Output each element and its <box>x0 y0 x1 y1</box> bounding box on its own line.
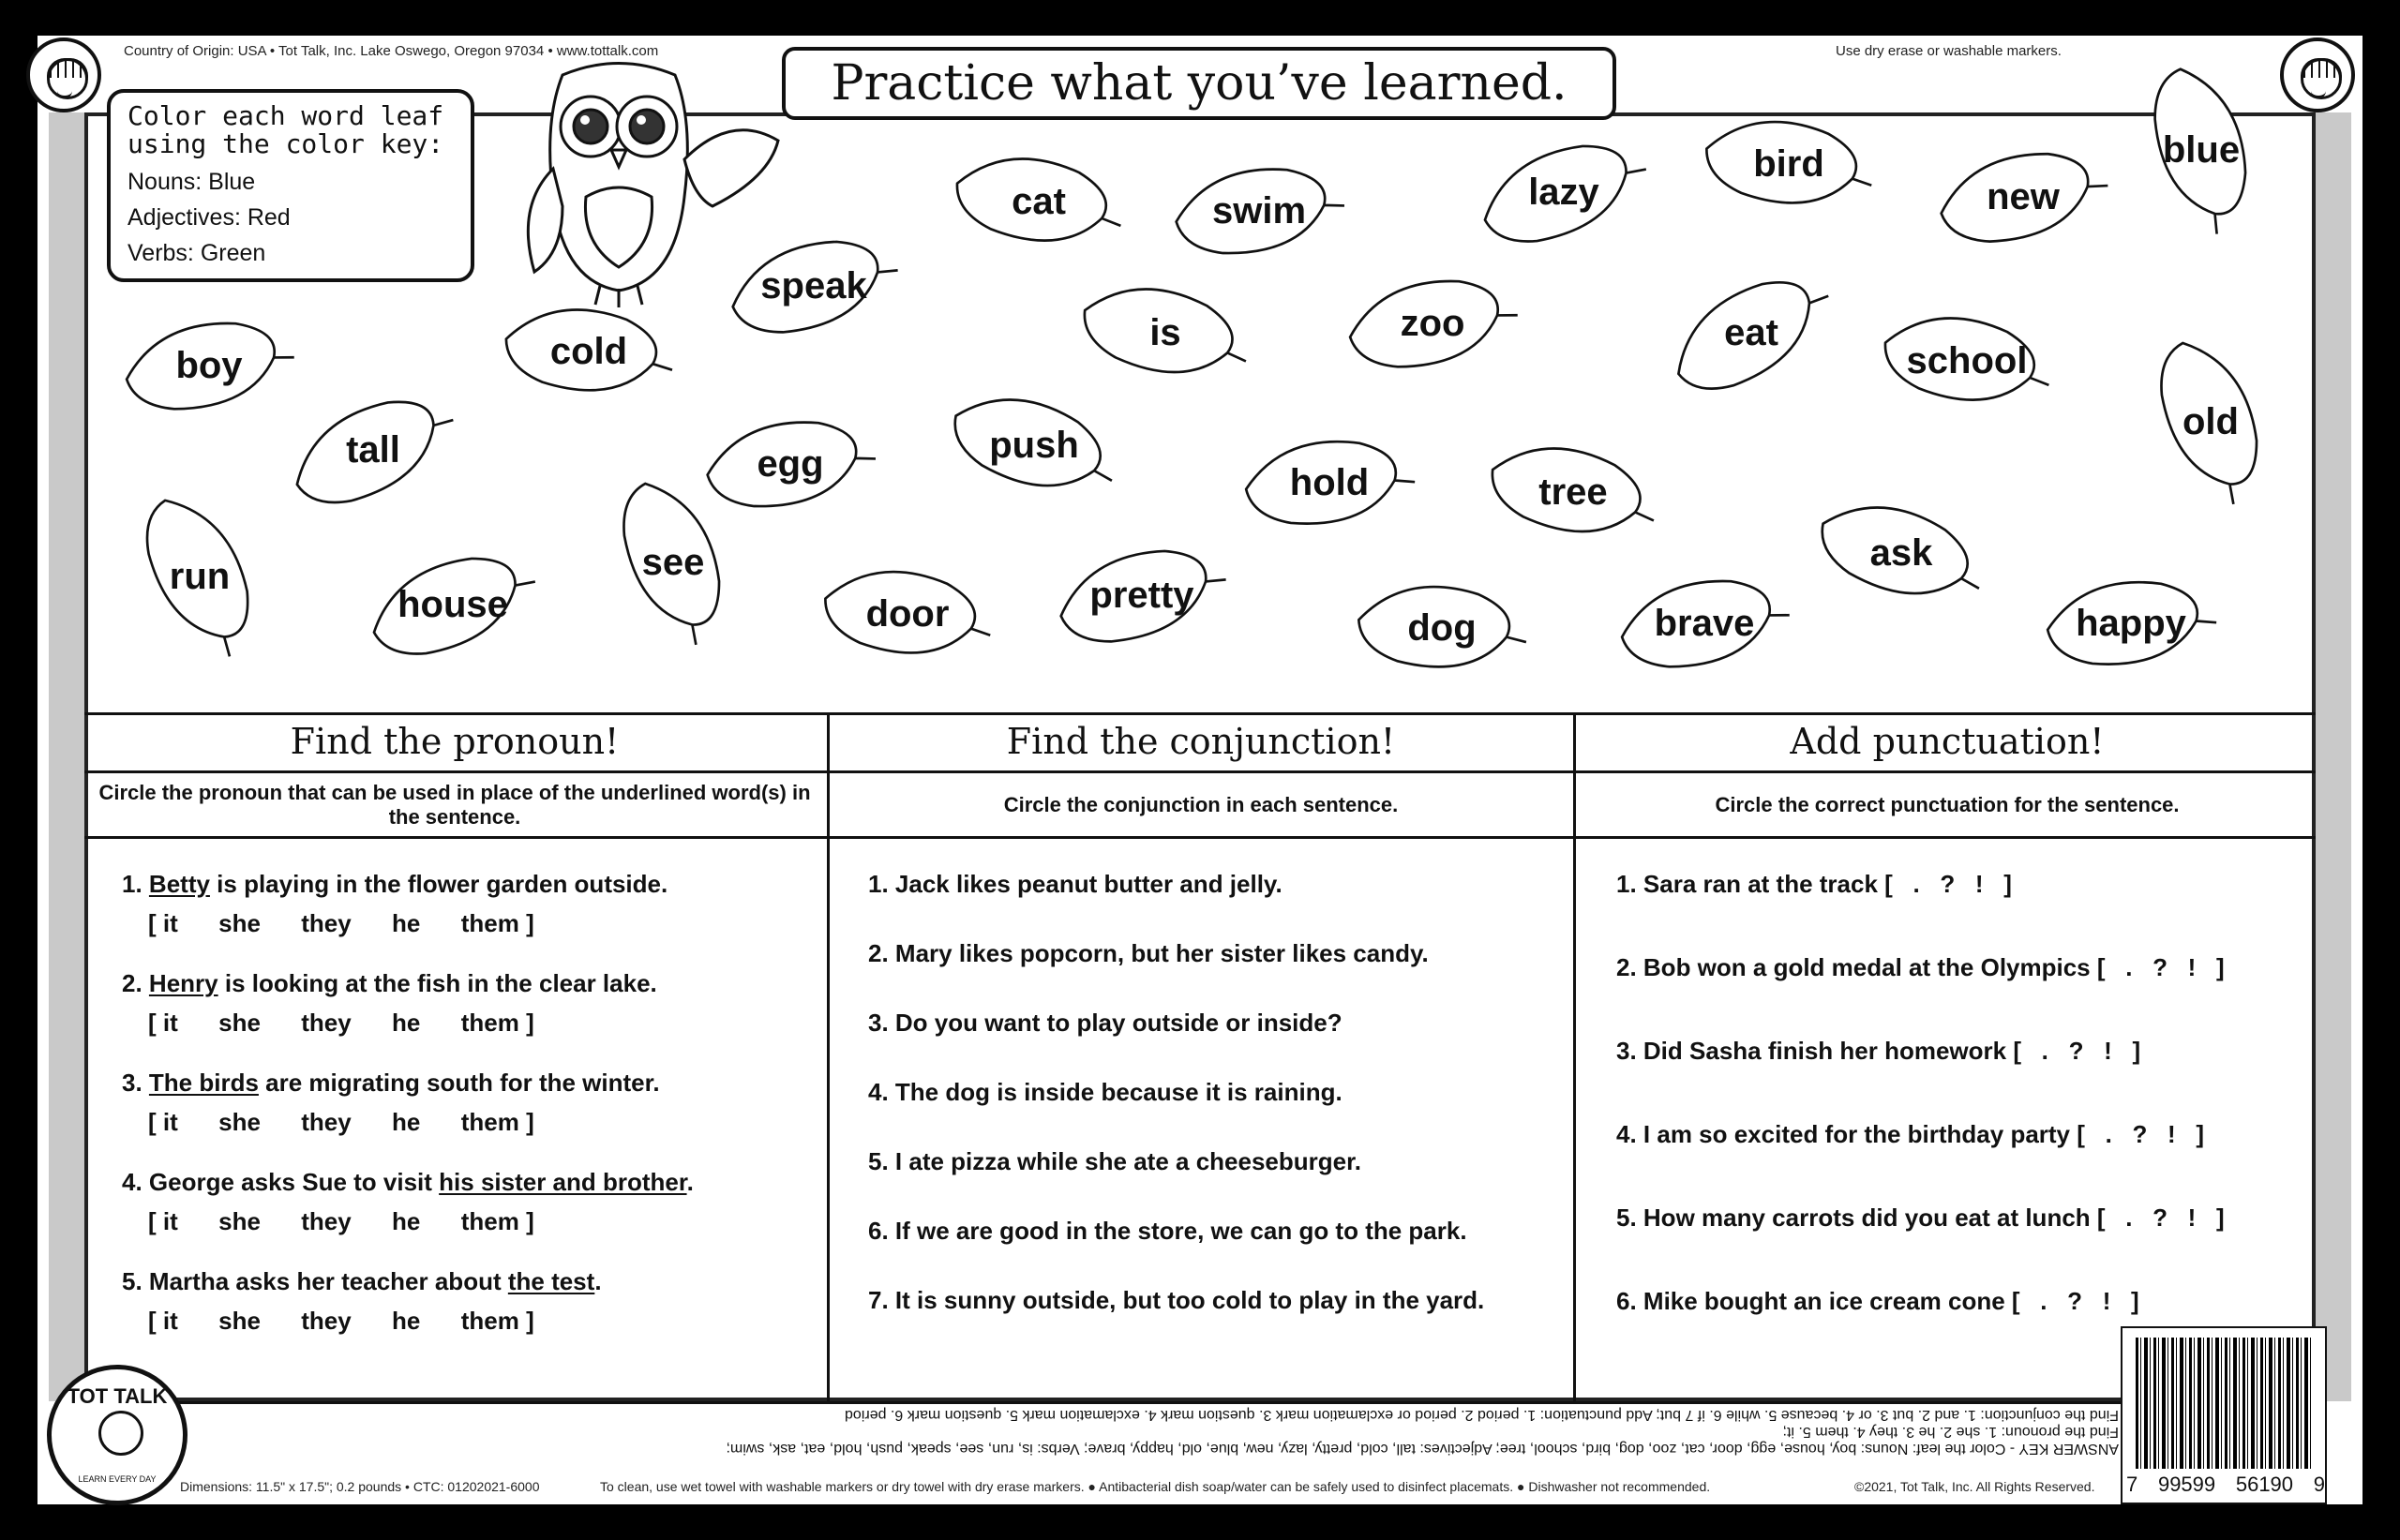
logo-face-icon <box>98 1411 143 1456</box>
sentence-text: is looking at the fish in the clear lake. <box>218 969 657 997</box>
leaf-word: tall <box>346 428 400 471</box>
leaf-word: boy <box>175 344 243 386</box>
answer-key <box>694 1406 2119 1457</box>
tot-talk-logo <box>47 1365 188 1505</box>
conjunction-sentence[interactable]: 1. Jack likes peanut butter and jelly. <box>868 870 1282 898</box>
punctuation-sentence <box>1616 870 2012 899</box>
word-leaf <box>947 150 1131 253</box>
sentence-text: are migrating south for the winter. <box>258 1069 660 1097</box>
conjunction-sentence[interactable]: 3. Do you want to play outside or inside? <box>868 1009 1342 1037</box>
barcode-bars <box>2136 1338 2312 1469</box>
underlined-words: Betty <box>148 870 210 898</box>
sentence-text: 3. Did Sasha finish her homework <box>1616 1037 2007 1065</box>
sentence-text: 2. Bob won a gold medal at the Olympics <box>1616 953 2091 981</box>
word-leaf <box>581 511 765 614</box>
sentence-text: George asks Sue to visit <box>148 1168 440 1196</box>
sentence-text: . <box>594 1267 602 1295</box>
pronoun-choices[interactable]: [ it she they he them ] <box>148 1307 534 1335</box>
pronoun-choices[interactable]: [ it she they he them ] <box>148 909 534 937</box>
word-leaf <box>117 314 301 417</box>
leaf-word: cat <box>1012 180 1066 222</box>
word-leaf <box>816 562 999 665</box>
word-leaf <box>698 412 882 516</box>
word-leaf <box>1050 544 1234 647</box>
leaf-word: pretty <box>1089 574 1194 616</box>
pronoun-sentence <box>122 1168 694 1197</box>
punctuation-choices[interactable]: [ . ? ! ] <box>1884 870 2012 898</box>
punctuation-choices[interactable]: [ . ? ! ] <box>2013 1037 2141 1065</box>
leaf-word: house <box>398 583 508 625</box>
punctuation-sentence <box>1616 953 2225 982</box>
barcode-digit: 56190 <box>2235 1473 2294 1496</box>
word-leaf <box>281 398 465 501</box>
leaf-word: lazy <box>1528 171 1599 213</box>
leaf-word: swim <box>1211 189 1307 232</box>
left-gray-border <box>49 112 84 1401</box>
word-leaf <box>497 300 681 403</box>
conjunction-sentence[interactable]: 5. I ate pizza while she ate a cheeseburger. <box>868 1147 1362 1175</box>
leaf-word: old <box>2182 400 2239 442</box>
leaf-word: happy <box>2076 602 2186 644</box>
punctuation-choices[interactable]: [ . ? ! ] <box>2077 1120 2205 1148</box>
word-leaf <box>1073 281 1257 384</box>
leaf-word: run <box>169 555 231 597</box>
leaf-word: door <box>865 592 950 635</box>
sentence-text: Martha asks her teacher about <box>148 1267 508 1295</box>
key-verbs: Verbs: Green <box>128 240 266 266</box>
item-number: 1. <box>122 870 149 898</box>
leaf-word: zoo <box>1400 302 1465 344</box>
leaf-word: school <box>1906 339 2028 381</box>
item-number: 4. <box>122 1168 149 1196</box>
word-leaf <box>361 553 545 656</box>
conjunction-sentence[interactable]: 2. Mary likes popcorn, but her sister likes candy. <box>868 939 1429 967</box>
sentence-text: 4. I am so excited for the birthday party <box>1616 1120 2071 1148</box>
leaf-word: see <box>641 541 705 583</box>
leaf-word: push <box>989 424 1079 466</box>
sentence-text: is playing in the flower garden outside. <box>209 870 668 898</box>
word-leaf <box>2039 572 2223 675</box>
leaf-word: is <box>1149 311 1181 353</box>
word-leaf <box>1659 281 1843 384</box>
item-number: 2. <box>122 969 149 997</box>
care-text: To clean, use wet towel with washable markers or dry towel with dry erase markers. ● Antibacterial dish soap/water can be safely used to disinfect placemats. ● Dishwasher not recommended. <box>600 1479 1711 1494</box>
answer-key-line-2: Find the conjunction: 1. and 2. but 3. or 4. because 5. while 6. if 7 but; Add punctuation: 1. period 2. period or exclamation mark 3. question mark 4. exclamation mark 5. question mark 6. period <box>845 1407 2119 1423</box>
pronoun-choices[interactable]: [ it she they he them ] <box>148 1108 534 1136</box>
color-key-box <box>107 89 474 282</box>
sentence-text: 1. Sara ran at the track <box>1616 870 1878 898</box>
barcode-digit: 9 <box>2313 1473 2325 1496</box>
barcode-digit: 99599 <box>2157 1473 2216 1496</box>
punctuation-choices[interactable]: [ . ? ! ] <box>2096 1204 2225 1232</box>
item-number: 5. <box>122 1267 149 1295</box>
sentence-text: . <box>686 1168 694 1196</box>
leaf-word: cold <box>549 330 628 372</box>
word-leaf <box>2119 370 2302 473</box>
leaf-word: ask <box>1869 531 1933 574</box>
word-leaf <box>1350 576 1534 680</box>
conjunction-sentence[interactable]: 4. The dog is inside because it is raining. <box>868 1078 1342 1106</box>
conjunction-sentence[interactable]: 6. If we are good in the store, we can go to the park. <box>868 1217 1467 1245</box>
punctuation-sentence <box>1616 1037 2140 1066</box>
sentence-text: 5. How many carrots did you eat at lunch <box>1616 1204 2091 1232</box>
key-nouns: Nouns: Blue <box>128 169 256 195</box>
face-logo-icon <box>26 37 101 112</box>
underlined-words: Henry <box>148 969 218 997</box>
pronoun-sentence <box>122 1069 660 1098</box>
word-leaf <box>1612 572 1796 675</box>
logo-brand: TOT TALK <box>67 1384 168 1408</box>
word-leaf <box>1697 112 1881 216</box>
word-leaf <box>1341 272 1524 375</box>
pronoun-sentence <box>122 1267 602 1296</box>
punctuation-sentence <box>1616 1120 2204 1149</box>
right-gray-border <box>2316 112 2351 1401</box>
copyright-text: ©2021, Tot Talk, Inc. All Rights Reserved. <box>1854 1479 2095 1494</box>
underlined-words: the test <box>507 1267 595 1295</box>
word-leaf <box>1481 441 1665 544</box>
punctuation-instruction: Circle the correct punctuation for the sentence. <box>1715 793 2180 816</box>
logo-tagline: LEARN EVERY DAY <box>78 1474 157 1484</box>
word-leaf <box>942 394 1126 497</box>
punctuation-sentence <box>1616 1204 2225 1233</box>
underlined-words: The birds <box>148 1069 259 1097</box>
word-leaf <box>1809 501 1993 605</box>
leaf-word: dog <box>1407 606 1477 649</box>
leaf-word: tree <box>1538 471 1608 513</box>
page-title: Practice what you’ve learned. <box>782 47 1616 120</box>
pronoun-sentence <box>122 870 668 899</box>
color-key-title: Color each word leaf using the color key: <box>128 100 444 159</box>
origin-text: Country of Origin: USA • Tot Talk, Inc. Lake Oswego, Oregon 97034 • www.tottalk.com <box>124 43 659 59</box>
leaf-word: hold <box>1289 461 1370 503</box>
item-number: 3. <box>122 1069 149 1097</box>
word-leaf <box>1875 309 2059 412</box>
conjunction-heading: Find the conjunction! <box>1006 721 1396 762</box>
punctuation-sentence <box>1616 1287 2139 1316</box>
key-adjectives: Adjectives: Red <box>128 204 291 231</box>
barcode-digit: 7 <box>2126 1473 2138 1496</box>
markers-note: Use dry erase or washable markers. <box>1836 43 2062 59</box>
leaf-word: new <box>1987 175 2060 217</box>
leaf-word: speak <box>760 264 867 307</box>
pronoun-choices[interactable]: [ it she they he them ] <box>148 1207 534 1235</box>
word-leaf <box>722 234 906 337</box>
leaf-word: brave <box>1654 602 1755 644</box>
word-leaf <box>1238 431 1421 534</box>
word-leaf <box>2109 98 2293 202</box>
word-leaf <box>1167 159 1351 262</box>
punctuation-heading: Add punctuation! <box>1790 721 2105 762</box>
sentence-text: 6. Mike bought an ice cream cone <box>1616 1287 2005 1315</box>
punctuation-choices[interactable]: [ . ? ! ] <box>2011 1287 2139 1315</box>
pronoun-choices[interactable]: [ it she they he them ] <box>148 1009 534 1037</box>
punctuation-choices[interactable]: [ . ? ! ] <box>2096 953 2225 981</box>
leaf-word: egg <box>757 442 824 485</box>
conjunction-sentence[interactable]: 7. It is sunny outside, but too cold to play in the yard. <box>868 1286 1485 1314</box>
answer-key-line-1: ANSWER KEY - Color the leaf: Nouns: boy, house, egg, door, cat, zoo, dog, bird, school, tree; Adjectives: tall, cold, pretty, lazy, new, blue, old, happy, brave; Verbs: is, run, see, speak, push, hold, eat, ask, swim; Find the pronoun: 1. she 2. he 3. they 4. them 5. it; <box>726 1424 2119 1457</box>
word-leaf <box>1472 141 1656 244</box>
word-leaf <box>1931 145 2115 248</box>
word-leaf <box>108 525 292 628</box>
leaf-word: blue <box>2162 128 2241 171</box>
barcode <box>2121 1326 2327 1504</box>
dimensions-text: Dimensions: 11.5" x 17.5"; 0.2 pounds • CTC: 01202021-6000 <box>180 1479 540 1494</box>
underlined-words: his sister and brother <box>439 1168 687 1196</box>
leaf-word: eat <box>1724 311 1778 353</box>
conjunction-instruction: Circle the conjunction in each sentence. <box>1003 793 1399 816</box>
pronoun-sentence <box>122 969 657 998</box>
pronoun-instruction: Circle the pronoun that can be used in place of the underlined word(s) in the sentence. <box>98 781 811 829</box>
pronoun-heading: Find the pronoun! <box>290 721 620 762</box>
leaf-word: bird <box>1753 142 1824 185</box>
